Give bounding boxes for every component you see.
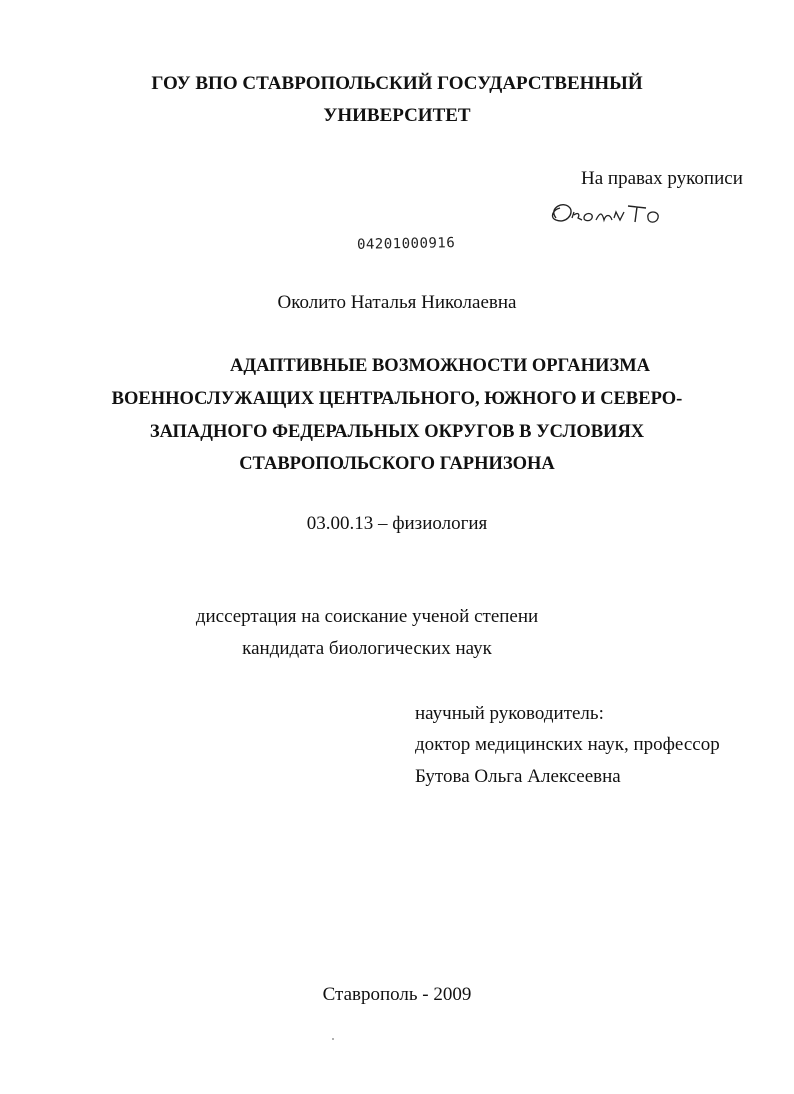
supervisor-rank: доктор медицинских наук, профессор — [415, 734, 720, 755]
city-year: Ставрополь - 2009 — [322, 984, 472, 1005]
author-name: Околито Наталья Николаевна — [277, 292, 517, 313]
title-line-2: ВОЕННОСЛУЖАЩИХ ЦЕНТРАЛЬНОГО, ЮЖНОГО И СЕВЕРО- — [111, 389, 683, 409]
manuscript-rights-note: На правах рукописи — [581, 168, 743, 189]
institution-line-1: ГОУ ВПО СТАВРОПОЛЬСКИЙ ГОСУДАРСТВЕННЫЙ — [151, 73, 643, 94]
degree-line-2: кандидата биологических наук — [242, 638, 492, 659]
specialty-code: 03.00.13 – физиология — [306, 513, 488, 534]
supervisor-label: научный руководитель: — [415, 703, 604, 724]
degree-line-1: диссертация на соискание ученой степени — [195, 606, 539, 627]
title-line-1: АДАПТИВНЫЕ ВОЗМОЖНОСТИ ОРГАНИЗМА — [230, 356, 651, 376]
supervisor-name: Бутова Ольга Алексеевна — [415, 766, 621, 787]
archive-stamp-number: 04201000916 — [356, 235, 456, 253]
title-line-3: ЗАПАДНОГО ФЕДЕРАЛЬНЫХ ОКРУГОВ В УСЛОВИЯХ — [149, 422, 645, 442]
title-line-4: СТАВРОПОЛЬСКОГО ГАРНИЗОНА — [239, 454, 555, 474]
handwritten-signature — [542, 196, 672, 236]
scan-speck — [332, 1038, 334, 1040]
institution-line-2: УНИВЕРСИТЕТ — [323, 105, 471, 126]
